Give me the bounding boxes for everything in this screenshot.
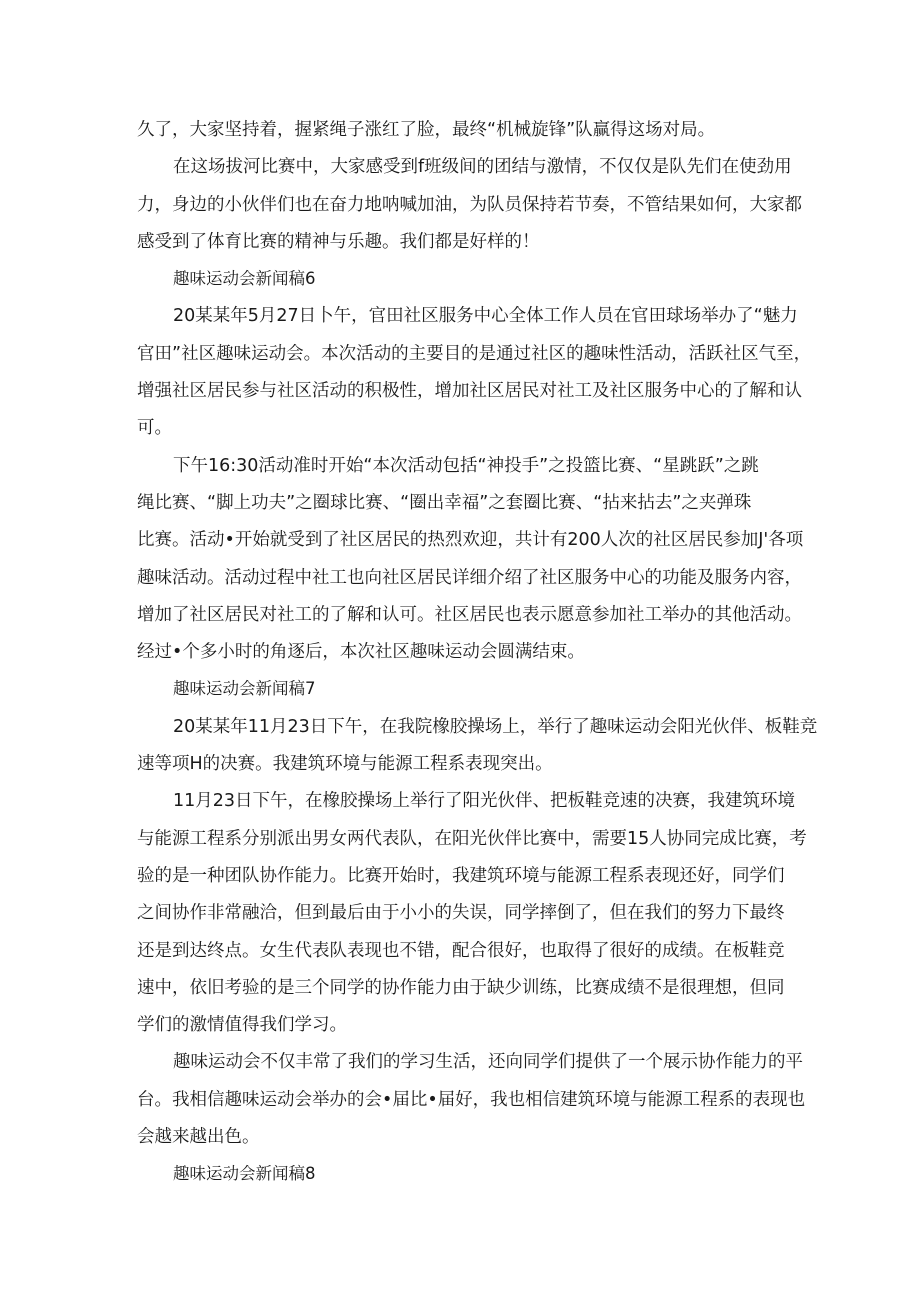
paragraph-line: 可。	[137, 418, 172, 439]
paragraph	[137, 1050, 806, 1162]
paragraph-line: 速中，依旧考验的是三个同学的协作能力由于缺少训练，比赛成绩不是很理想，但同	[137, 977, 785, 998]
paragraph-line: 在这场拔河比赛中，大家感受到f班级间的团结与激情，不仅仅是队先们在使劲用	[173, 157, 792, 178]
paragraph-line: 绳比赛、“脚上功夫”之圈球比赛、“圈出幸福”之套圈比赛、“拈来拈去”之夹弹珠	[137, 492, 752, 513]
paragraph-line: 20某某年5月27日卜午，官田社区服务中心全体工作人员在官田球场举办了“魅力	[173, 306, 798, 327]
paragraph-line: 趣味活动。活动过程中社工也向社区居民详细介绍了社区服务中心的功能及服务内容，	[137, 567, 802, 588]
heading-text: 趣味运动会新闻稿8	[173, 1164, 316, 1184]
paragraph-line: 下午16:30活动准时开始“本次活动包括“神投手”之投篮比赛、“星跳跃”之跳	[173, 455, 759, 476]
section-heading	[137, 267, 787, 304]
paragraph-line: 20某某年11月23日下午，在我院橡胶操场上，举行了趣味运动会阳光伙伴、板鞋竞	[173, 716, 818, 737]
paragraph	[137, 715, 818, 790]
heading-text: 趣味运动会新闻稿6	[173, 269, 316, 289]
heading-text: 趣味运动会新闻稿7	[173, 679, 316, 699]
paragraph-line: 久了，大家坚持着，握紧绳子涨红了脸，最终“机械旋锋”队赢得这场对局。	[137, 120, 716, 140]
document-body	[137, 118, 818, 1200]
paragraph	[137, 155, 802, 267]
paragraph-line: 速等项H的决赛。我建筑环境与能源工程系表现突出。	[137, 754, 553, 775]
paragraph-line: 经过•个多小时的角逐后，本次社区趣味运动会圆满结束。	[137, 642, 585, 663]
paragraph-line: 会越来越出色。	[137, 1127, 260, 1148]
paragraph-line: 增加了社区居民对社工的了解和认可。社区居民也表示愿意参加社工举办的其他活动。	[137, 604, 802, 625]
paragraph-line: 与能源工程系分别派出男女两代表队，在阳光伙伴比赛中，需要15人协同完成比赛，考	[137, 828, 807, 849]
paragraph-line: 趣味运动会不仅丰常了我们的学习生活，还向同学们提供了一个展示协作能力的平	[173, 1052, 803, 1073]
paragraph-line: 学们的激情值得我们学习。	[137, 1015, 347, 1036]
paragraph-line: 验的是一种团队协作能力。比赛开始时，我建筑环境与能源工程系表现还好，同学们	[137, 865, 785, 886]
paragraph-line: 之间协作非常融洽，但到最后由于小小的失误，同学摔倒了，但在我们的努力下最终	[137, 903, 785, 924]
paragraph	[137, 304, 812, 453]
paragraph	[137, 118, 787, 155]
paragraph	[137, 454, 804, 678]
paragraph-line: 台。我相信趣味运动会举办的会•届比•届好，我也相信建筑环境与能源工程系的表现也	[137, 1089, 806, 1110]
paragraph-line: 感受到了体育比赛的精神与乐趣。我们都是好样的！	[137, 231, 540, 252]
paragraph-line: 增强社区居民参与社区活动的积极性，增加社区居民对社工及社区服务中心的了解和认	[137, 381, 802, 402]
section-heading	[137, 677, 787, 714]
paragraph	[137, 789, 807, 1050]
paragraph-line: 11月23日下午，在橡胶操场上举行了阳光伙伴、把板鞋竞速的决赛，我建筑环境	[173, 791, 796, 812]
paragraph-line: 力，身边的小伙伴们也在奋力地呐喊加油，为队员保持若节奏，不管结果如何，大家都	[137, 194, 802, 215]
paragraph-line: 官田”社区趣味运动会。本次活动的主要目的是通过社区的趣味性活动，活跃社区气至，	[137, 343, 812, 364]
paragraph-line: 比赛。活动•开始就受到了社区居民的热烈欢迎，共计有200人次的社区居民参加J'各项	[137, 530, 804, 551]
section-heading	[137, 1162, 787, 1199]
paragraph-line: 还是到达终点。女生代表队表现也不错，配合很好，也取得了很好的成绩。在板鞋竞	[137, 940, 785, 961]
